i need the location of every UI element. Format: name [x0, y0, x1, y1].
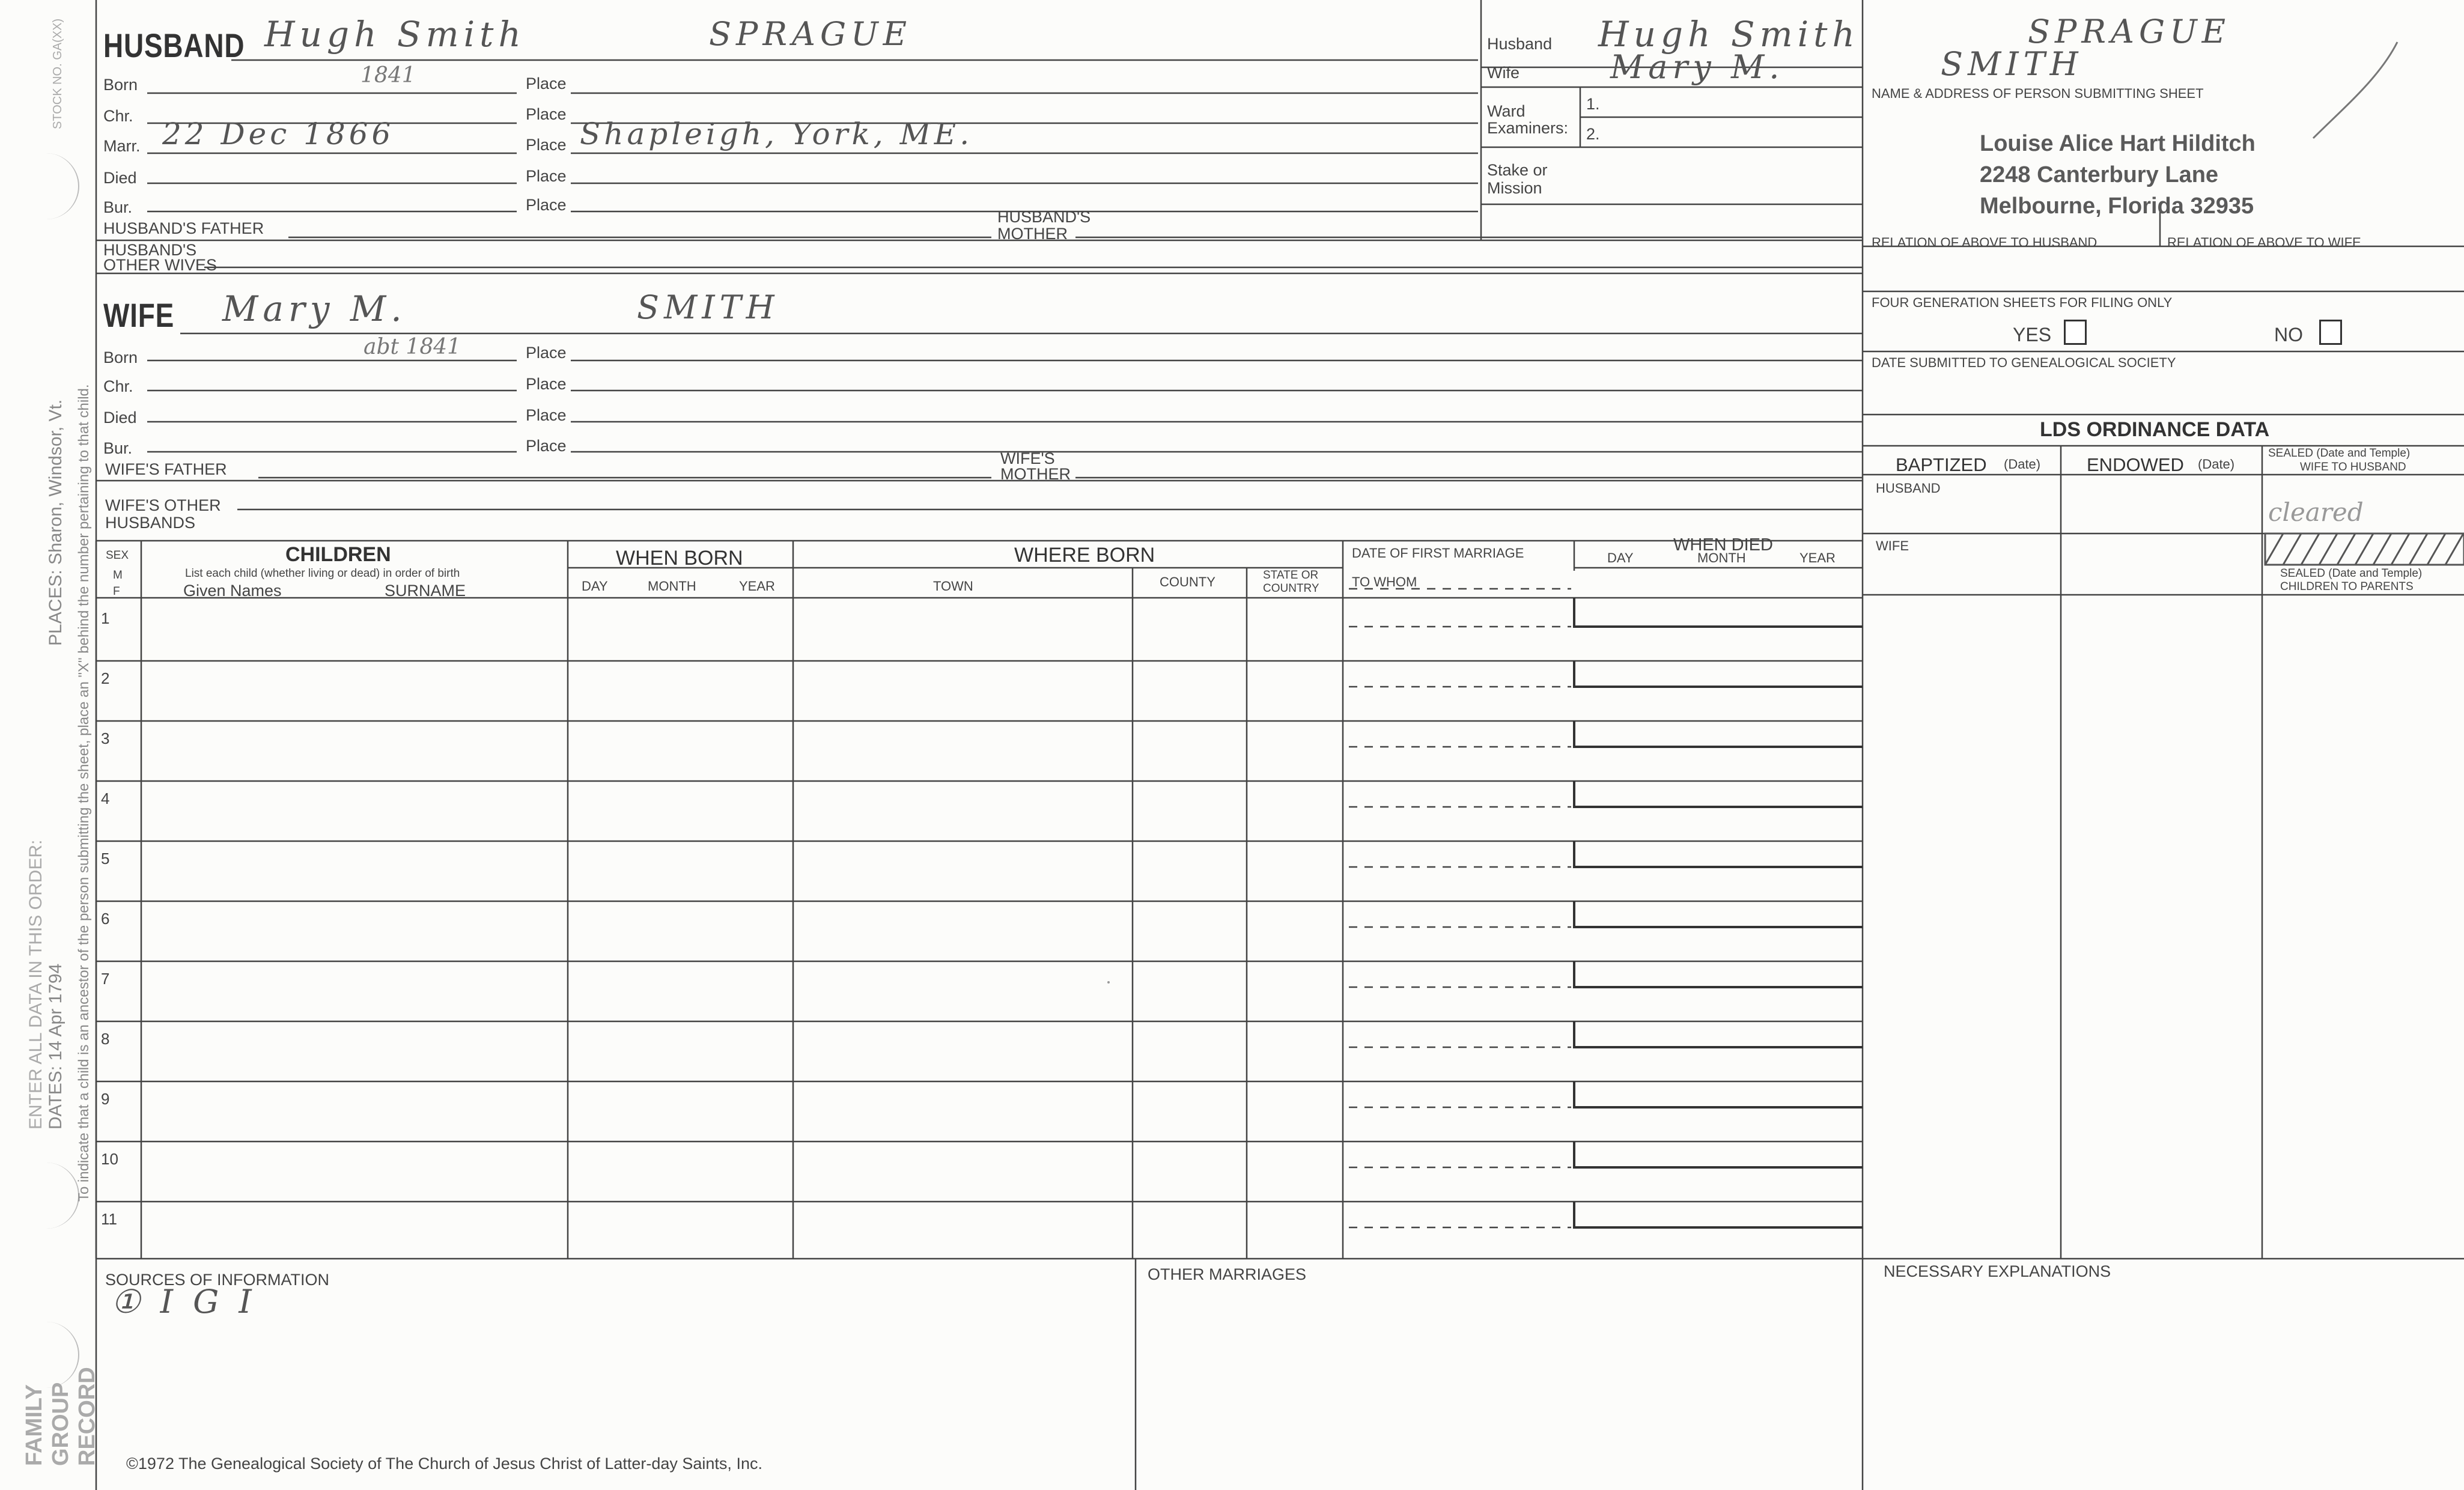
child-row-number: 10	[101, 1150, 118, 1168]
submitter-label: NAME & ADDRESS OF PERSON SUBMITTING SHEET	[1872, 86, 2204, 101]
husband-died-place-label: Place	[526, 167, 567, 185]
child-row-number: 4	[101, 789, 110, 807]
child-row-number: 3	[101, 729, 110, 747]
sex-m-label: M	[113, 569, 123, 582]
child-row-number: 9	[101, 1090, 110, 1108]
born-month-label: MONTH	[648, 579, 696, 594]
no-checkbox[interactable]	[2319, 320, 2342, 345]
header-husband-value[interactable]: Hugh Smith	[1598, 14, 1860, 55]
husband-chr-place-label: Place	[526, 105, 567, 123]
endowed-date-label: (Date)	[2198, 457, 2235, 472]
date-submitted-label: DATE SUBMITTED TO GENEALOGICAL SOCIETY	[1872, 355, 2176, 370]
given-names-label: Given Names	[183, 582, 282, 600]
relation-wife-label: RELATION OF ABOVE TO WIFE	[2167, 235, 2361, 250]
dates-order-line: DATES: 14 Apr 1794	[46, 963, 65, 1130]
stake-label: Stake or	[1487, 161, 1548, 179]
copyright-notice: ©1972 The Genealogical Society of The Church of Jesus Christ of Latter-day Saints, Inc.	[126, 1455, 762, 1473]
header-wife-label: Wife	[1487, 64, 1519, 82]
wife-given-name[interactable]: Mary M.	[222, 288, 407, 329]
husband-bur-place-label: Place	[526, 196, 567, 214]
child-row-number: 2	[101, 669, 110, 687]
husband-marr-label: Marr.	[103, 137, 141, 155]
baptized-label: BAPTIZED	[1896, 454, 1987, 475]
stock-number: STOCK NO. GA(XX)	[51, 18, 64, 129]
header-husband-label: Husband	[1487, 35, 1553, 53]
wife-born-label: Born	[103, 348, 138, 366]
where-born-label: WHERE BORN	[1014, 544, 1155, 567]
header-husband-surname[interactable]: SPRAGUE	[2028, 13, 2231, 50]
child-row-number: 7	[101, 970, 110, 988]
lds-title: LDS ORDINANCE DATA	[2040, 418, 2270, 441]
surname-label: SURNAME	[385, 582, 466, 600]
child-row-number: 8	[101, 1030, 110, 1048]
submitter-name[interactable]: Louise Alice Hart Hilditch	[1980, 131, 2256, 156]
record-title-family: FAMILY	[22, 1384, 47, 1466]
wife-surname[interactable]: SMITH	[637, 288, 779, 326]
wife-born-place-label: Place	[526, 344, 567, 362]
husband-mother-label-2: MOTHER	[997, 225, 1068, 243]
husband-died-label: Died	[103, 169, 137, 187]
died-month-label: MONTH	[1697, 550, 1746, 565]
examiners-label: Examiners:	[1487, 119, 1569, 137]
submitter-city[interactable]: Melbourne, Florida 32935	[1980, 193, 2254, 219]
record-title-group: GROUP	[48, 1382, 73, 1466]
sources-value[interactable]: ① I G I	[111, 1283, 257, 1321]
child-row-number: 11	[101, 1210, 117, 1228]
sealed-wife-label-1: SEALED (Date and Temple)	[2268, 447, 2411, 460]
children-list-note: List each child (whether living or dead) in order of birth	[185, 567, 460, 580]
husband-surname[interactable]: SPRAGUE	[709, 15, 912, 53]
lds-wife-label: WIFE	[1876, 538, 1909, 553]
examiner-1[interactable]: 1.	[1586, 95, 1600, 113]
husband-marr-date[interactable]: 22 Dec 1866	[162, 117, 395, 151]
ancestor-instruction: To indicate that a child is an ancestor of the person submitting the sheet, place an "X" behind the number pertaining to that child.	[76, 384, 92, 1202]
other-marriages-label: OTHER MARRIAGES	[1148, 1265, 1307, 1283]
child-row-number: 1	[101, 609, 110, 627]
four-generation-label: FOUR GENERATION SHEETS FOR FILING ONLY	[1872, 295, 2173, 310]
sealed-children-label-2: CHILDREN TO PARENTS	[2280, 580, 2414, 593]
enter-all-data: ENTER ALL DATA IN THIS ORDER:	[26, 839, 46, 1130]
wife-father-label: WIFE'S FATHER	[105, 460, 227, 478]
no-label: NO	[2274, 324, 2303, 345]
header-wife-value[interactable]: Mary M.	[1610, 48, 1784, 86]
sealed-wife-label-2: WIFE TO HUSBAND	[2300, 461, 2406, 473]
husband-chr-label: Chr.	[103, 107, 133, 125]
wife-bur-label: Bur.	[103, 439, 133, 457]
sex-label: SEX	[106, 549, 129, 562]
first-marriage-label: DATE OF FIRST MARRIAGE	[1352, 546, 1524, 561]
wife-mother-label-1: WIFE'S	[1000, 449, 1055, 467]
child-row-number: 6	[101, 910, 110, 928]
husband-born-value[interactable]: 1841	[360, 63, 416, 88]
sealed-children-label-1: SEALED (Date and Temple)	[2280, 567, 2423, 580]
wife-bur-place-label: Place	[526, 437, 567, 455]
husband-marr-place[interactable]: Shapleigh, York, ME.	[580, 117, 973, 151]
wife-heading: WIFE	[103, 296, 175, 334]
children-title: CHILDREN	[285, 543, 391, 566]
town-label: TOWN	[933, 579, 973, 594]
state-label-2: COUNTRY	[1263, 582, 1319, 595]
county-label: COUNTY	[1160, 574, 1215, 589]
examiner-2[interactable]: 2.	[1586, 125, 1600, 143]
sex-f-label: F	[113, 585, 120, 598]
when-born-label: WHEN BORN	[616, 547, 743, 570]
yes-checkbox[interactable]	[2064, 320, 2087, 345]
baptized-date-label: (Date)	[2004, 457, 2041, 472]
wife-chr-label: Chr.	[103, 377, 133, 395]
wife-born-value[interactable]: abt 1841	[364, 335, 461, 359]
lds-husband-label: HUSBAND	[1876, 481, 1941, 496]
cleared-annotation[interactable]: cleared	[2268, 497, 2364, 527]
born-year-label: YEAR	[739, 579, 775, 594]
husband-born-label: Born	[103, 76, 138, 94]
wife-other-husbands-label-2: HUSBANDS	[105, 514, 196, 532]
husband-born-place-label: Place	[526, 74, 567, 93]
husband-marr-place-label: Place	[526, 136, 567, 154]
relation-husband-label: RELATION OF ABOVE TO HUSBAND	[1872, 235, 2097, 250]
born-day-label: DAY	[582, 579, 608, 594]
husband-other-wives-label-1: HUSBAND'S	[103, 241, 197, 259]
header-wife-surname[interactable]: SMITH	[1941, 45, 2083, 83]
wife-chr-place-label: Place	[526, 375, 567, 393]
died-day-label: DAY	[1607, 550, 1634, 565]
endowed-label: ENDOWED	[2087, 454, 2184, 475]
child-row-number: 5	[101, 850, 110, 868]
husband-mother-label-1: HUSBAND'S	[997, 208, 1091, 226]
husband-other-wives-label-2: OTHER WIVES	[103, 256, 218, 274]
husband-father-label: HUSBAND'S FATHER	[103, 219, 264, 237]
wife-other-husbands-label-1: WIFE'S OTHER	[105, 496, 221, 514]
wife-mother-label-2: MOTHER	[1000, 465, 1071, 483]
yes-label: YES	[2013, 324, 2052, 345]
wife-died-place-label: Place	[526, 406, 567, 424]
wife-died-label: Died	[103, 409, 137, 427]
mission-label: Mission	[1487, 179, 1542, 197]
died-year-label: YEAR	[1799, 550, 1836, 565]
necessary-explanations-label: NECESSARY EXPLANATIONS	[1884, 1262, 2111, 1280]
husband-given-name[interactable]: Hugh Smith	[264, 14, 526, 55]
sources-label: SOURCES OF INFORMATION	[105, 1271, 330, 1289]
places-order-line: PLACES: Sharon, Windsor, Vt.	[46, 399, 65, 646]
ward-label: Ward	[1487, 102, 1526, 120]
husband-heading: HUSBAND	[103, 26, 245, 64]
submitter-street[interactable]: 2248 Canterbury Lane	[1980, 162, 2219, 187]
when-died-label: WHEN DIED	[1673, 535, 1773, 555]
record-title-record: RECORD	[75, 1367, 100, 1466]
to-whom-label: TO WHOM	[1352, 574, 1417, 589]
state-label-1: STATE OR	[1263, 569, 1319, 582]
husband-bur-label: Bur.	[103, 198, 133, 216]
